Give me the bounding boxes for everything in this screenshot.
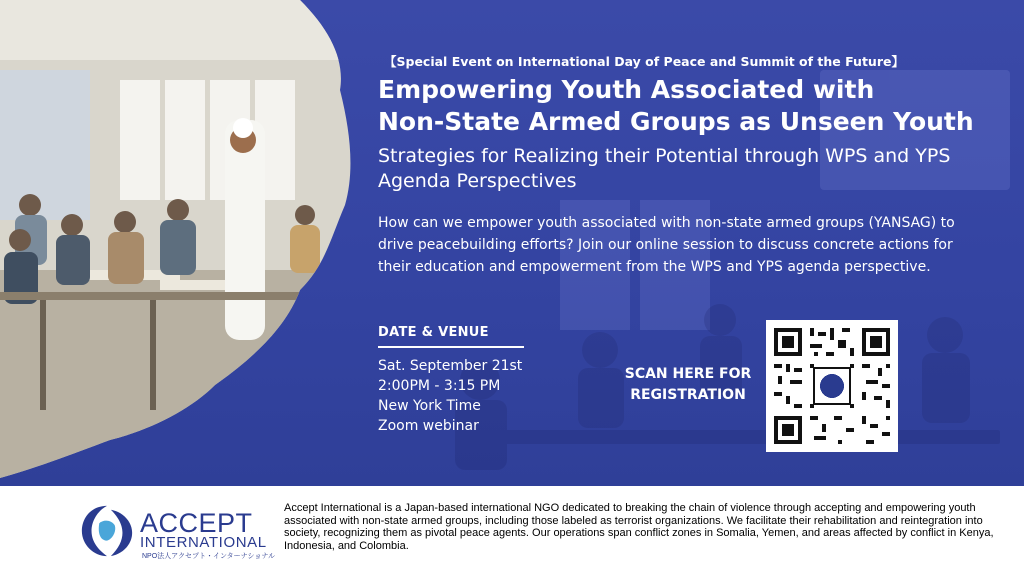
- logo-wordmark: ACCEPT: [140, 508, 253, 538]
- accept-international-logo[interactable]: [78, 498, 278, 564]
- qr-code-icon: [766, 320, 898, 452]
- organization-description: Accept International is a Japan-based international NGO dedicated to breaking the chain of violence through accepting and empowering youth associated with non-state armed groups, including those labeled as terrorist organizations. We facilitate their rehabilitation and reintegration into society, recognizing them as pivotal peace agents. Our operations span conflict zones in Somalia, Yemen, and areas affected by conflict in Kenya, Indonesia, and Colombia.: [284, 502, 994, 552]
- event-description: How can we empower youth associated with non-state armed groups (YANSAG) to drive peacebuilding efforts? Join our online session to discuss concrete actions for their education and empowerment from the WPS and YPS agenda perspective.: [378, 215, 955, 275]
- logo-subtitle: NPO法人アクセプト・インターナショナル: [142, 553, 276, 560]
- event-title-line-2: Non-State Armed Groups as Unseen Youth: [378, 107, 974, 136]
- event-title: [378, 74, 1018, 138]
- event-date: Sat. September 21st: [378, 358, 523, 374]
- registration-qr-code[interactable]: [766, 320, 898, 452]
- registration-label: [618, 364, 758, 406]
- globe-hands-logo-icon: [78, 502, 136, 560]
- event-title-line-1: Empowering Youth Associated with: [378, 75, 875, 104]
- registration-label-line-1: SCAN HERE FOR: [624, 366, 752, 382]
- event-venue: Zoom webinar: [378, 418, 479, 434]
- date-venue-list: [378, 356, 522, 436]
- event-timezone: New York Time: [378, 398, 481, 414]
- registration-label-line-2: REGISTRATION: [630, 387, 746, 403]
- date-venue-divider: [378, 346, 524, 348]
- event-kicker: 【Special Event on International Day of Peace and Summit of the Future】: [384, 54, 904, 69]
- event-time: 2:00PM - 3:15 PM: [378, 378, 501, 394]
- event-subtitle: Strategies for Realizing their Potential through WPS and YPS Agenda Perspectives: [378, 145, 951, 192]
- footer: [0, 486, 1024, 576]
- date-venue-heading: DATE & VENUE: [378, 325, 489, 340]
- logo-wordmark-2: INTERNATIONAL: [140, 534, 267, 551]
